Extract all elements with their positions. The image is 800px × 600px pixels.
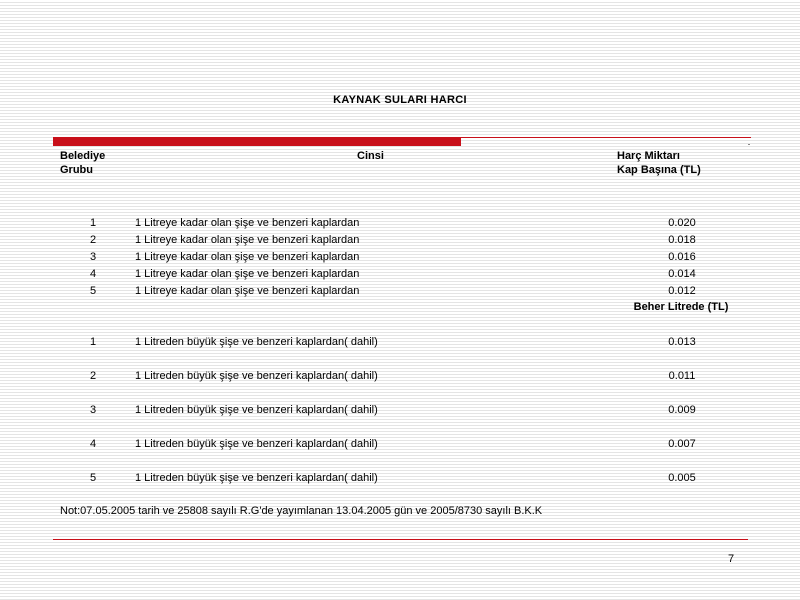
row-group: 3: [89, 251, 97, 263]
table-row: [0, 249, 800, 265]
row-description: 1 Litreye kadar olan şişe ve benzeri kaplardan: [135, 285, 360, 297]
row-value: 0.013: [668, 336, 696, 348]
footnote: Not:07.05.2005 tarih ve 25808 sayılı R.G'de yayımlanan 13.04.2005 gün ve 2005/8730 sayılı B.K.K: [60, 505, 543, 517]
footer-divider: [53, 539, 748, 540]
header-group: [60, 149, 105, 177]
table-row: [0, 402, 800, 418]
row-group: 2: [89, 234, 97, 246]
row-value: 0.018: [668, 234, 696, 246]
slide-title: KAYNAK SULARI HARCI: [333, 94, 467, 106]
row-description: 1 Litreden büyük şişe ve benzeri kaplardan( dahil): [135, 472, 378, 484]
row-description: 1 Litreye kadar olan şişe ve benzeri kaplardan: [135, 234, 360, 246]
row-value: 0.020: [668, 217, 696, 229]
table-row: [0, 334, 800, 350]
row-value: 0.009: [668, 404, 696, 416]
row-description: 1 Litreye kadar olan şişe ve benzeri kaplardan: [135, 251, 360, 263]
row-description: 1 Litreye kadar olan şişe ve benzeri kaplardan: [135, 217, 360, 229]
row-group: 2: [89, 370, 97, 382]
table-row: [0, 283, 800, 299]
page-number: 7: [728, 553, 735, 565]
row-value: 0.011: [668, 370, 696, 382]
header-type: Cinsi: [357, 150, 384, 162]
header-fee: [617, 149, 701, 177]
decorative-dot: [748, 144, 750, 145]
header-fee-line2: Kap Başına (TL): [617, 164, 701, 176]
table-row: [0, 368, 800, 384]
row-description: 1 Litreden büyük şişe ve benzeri kaplardan( dahil): [135, 336, 378, 348]
table-row: [0, 436, 800, 452]
row-value: 0.005: [668, 472, 696, 484]
title-accent-line: [461, 137, 751, 138]
row-description: 1 Litreye kadar olan şişe ve benzeri kaplardan: [135, 268, 360, 280]
header-group-line1: Belediye: [60, 150, 106, 162]
row-description: 1 Litreden büyük şişe ve benzeri kaplardan( dahil): [135, 404, 378, 416]
header-fee-line1: Harç Miktarı: [617, 150, 680, 162]
header-group-line2: Grubu: [60, 164, 93, 176]
row-group: 4: [89, 268, 97, 280]
row-value: 0.007: [668, 438, 696, 450]
row-group: 3: [89, 404, 97, 416]
section2-header: Beher Litrede (TL): [633, 301, 729, 313]
row-group: 4: [89, 438, 97, 450]
row-group: 5: [89, 285, 97, 297]
row-group: 1: [89, 217, 97, 229]
row-description: 1 Litreden büyük şişe ve benzeri kaplardan( dahil): [135, 370, 378, 382]
row-value: 0.012: [668, 285, 696, 297]
row-group: 1: [89, 336, 97, 348]
title-accent-bar: [53, 137, 461, 146]
table-row: [0, 232, 800, 248]
row-description: 1 Litreden büyük şişe ve benzeri kaplardan( dahil): [135, 438, 378, 450]
row-value: 0.014: [668, 268, 696, 280]
row-value: 0.016: [668, 251, 696, 263]
table-row: [0, 215, 800, 231]
table-row: [0, 266, 800, 282]
row-group: 5: [89, 472, 97, 484]
table-row: [0, 470, 800, 486]
